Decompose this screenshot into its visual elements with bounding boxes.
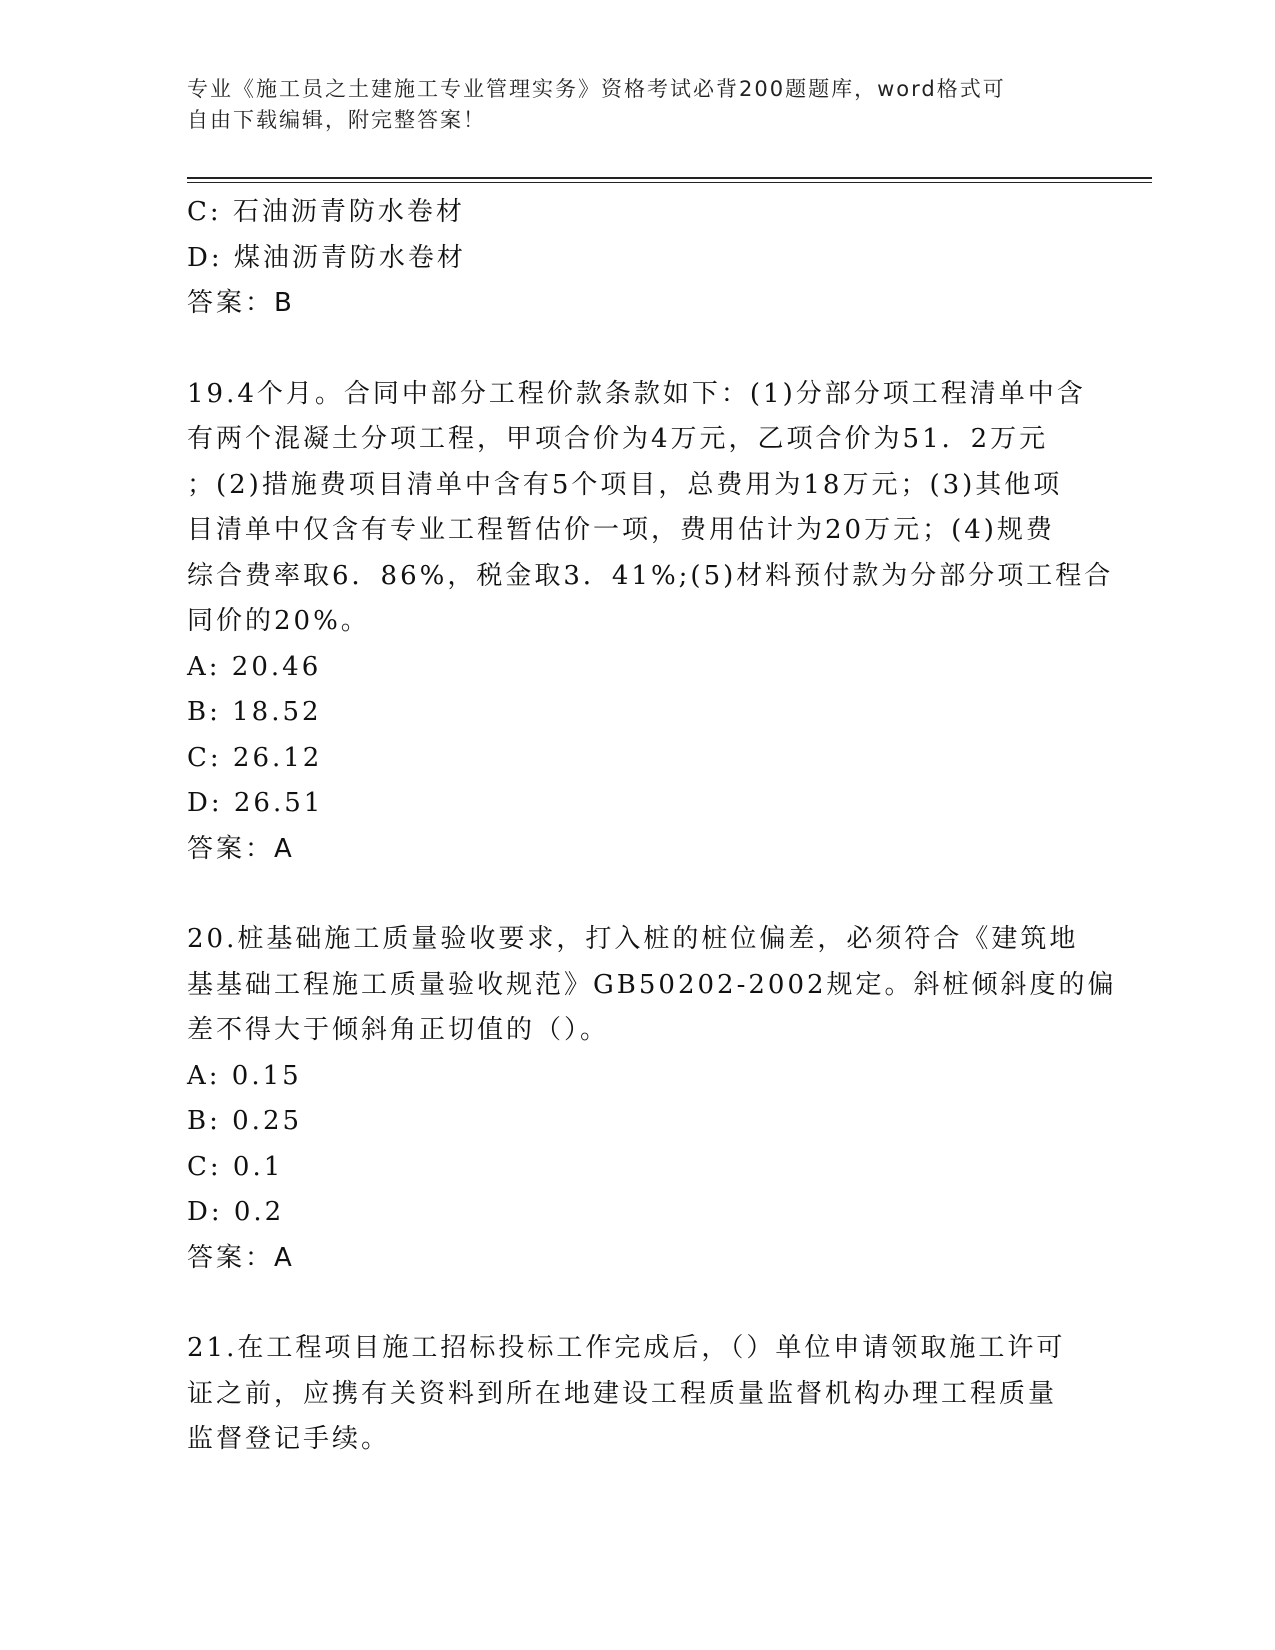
answer-line: 答案：B	[187, 288, 295, 318]
question-block	[187, 372, 1114, 873]
question-text-line: 有两个混凝土分项工程，甲项合价为4万元，乙项合价为51．2万元	[187, 424, 1049, 454]
option-d: D: 26.51	[187, 788, 324, 818]
header-line: 专业《施工员之土建施工专业管理实务》资格考试必背200题题库，word格式可	[187, 77, 1006, 101]
option-d: D: 0.2	[187, 1197, 285, 1227]
question-text-line: 目清单中仅含有专业工程暂估价一项，费用估计为20万元；(4)规费	[187, 515, 1055, 545]
question-text-line: 21.在工程项目施工招标投标工作完成后，（）单位申请领取施工许可	[187, 1333, 1066, 1363]
option-c: C: 0.1	[187, 1151, 284, 1182]
question-text-line: 同价的20%。	[187, 606, 370, 636]
document-body	[187, 190, 1117, 1463]
answer-line: 答案：A	[187, 833, 295, 864]
question-text-line: 证之前，应携有关资料到所在地建设工程质量监督机构办理工程质量	[187, 1378, 1058, 1409]
question-text-line: 基基础工程施工质量验收规范》GB50202-2002规定。斜桩倾斜度的偏	[187, 969, 1117, 1000]
question-block	[187, 1326, 1077, 1463]
question-text-line: 监督登记手续。	[187, 1424, 391, 1454]
option-a: A: 0.15	[187, 1060, 302, 1091]
option-c: C: 26.12	[187, 742, 323, 773]
question-text-line: ；(2)措施费项目清单中含有5个项目，总费用为18万元；(3)其他项	[187, 469, 1063, 500]
question-block	[187, 917, 1117, 1281]
answer-line: 答案：A	[187, 1242, 295, 1273]
document-header	[187, 74, 1067, 136]
option-b: B: 0.25	[187, 1106, 303, 1136]
question-text-line: 综合费率取6．86%，税金取3．41%;(5)材料预付款为分部分项工程合	[187, 560, 1114, 591]
option-a: A: 20.46	[187, 651, 322, 682]
question-text-line: 20.桩基础施工质量验收要求，打入桩的桩位偏差，必须符合《建筑地	[187, 924, 1079, 954]
option-d: D: 煤油沥青防水卷材	[187, 242, 466, 273]
header-divider	[187, 177, 1152, 179]
question-text-line: 19.4个月。合同中部分工程价款条款如下：(1)分部分项工程清单中含	[187, 378, 1086, 409]
header-line: 自由下载编辑，附完整答案！	[187, 108, 486, 132]
option-c: C: 石油沥青防水卷材	[187, 197, 465, 227]
question-text-line: 差不得大于倾斜角正切值的（）。	[187, 1015, 610, 1045]
header-divider-thin	[187, 182, 1152, 183]
question-block	[187, 190, 1077, 327]
option-b: B: 18.52	[187, 697, 322, 727]
